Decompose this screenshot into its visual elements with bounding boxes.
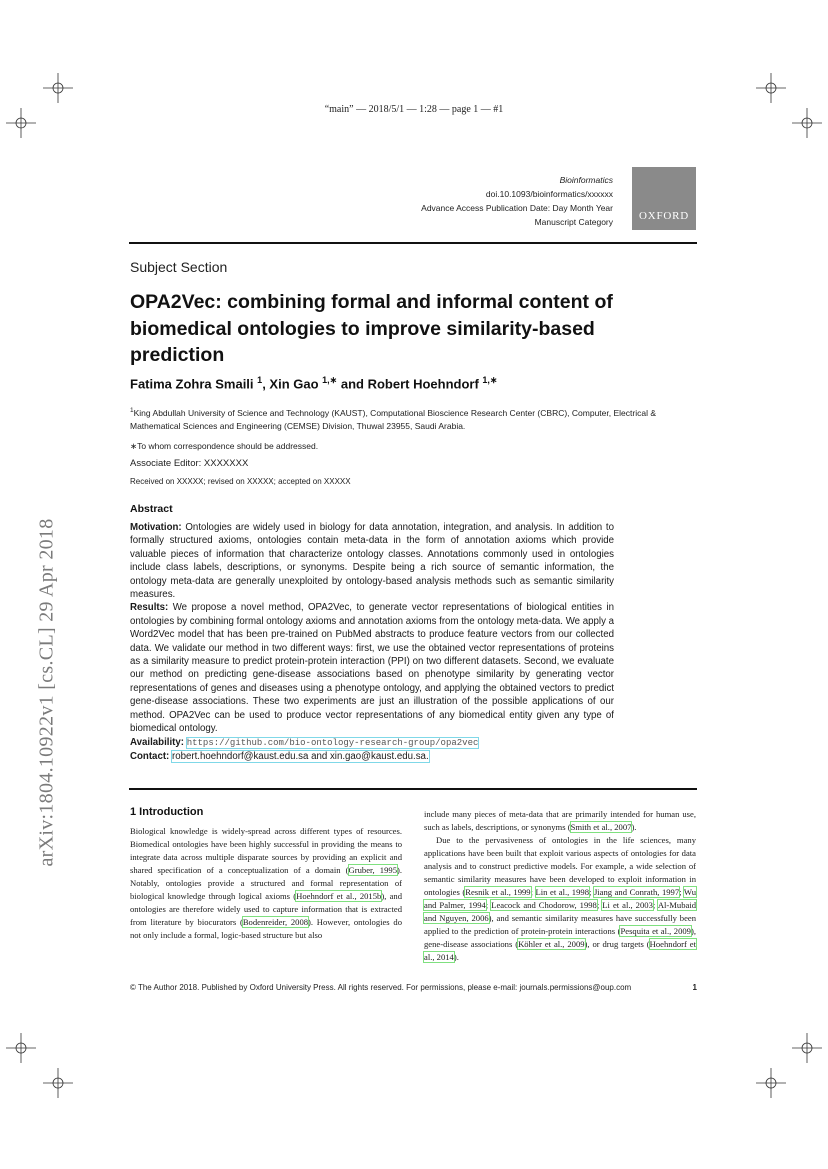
- author-affil-sup: 1: [257, 375, 263, 385]
- crop-mark-top-right: [756, 73, 786, 103]
- crop-mark-bottom-right-outer: [792, 1033, 822, 1063]
- copyright-notice: © The Author 2018. Published by Oxford University Press. All rights reserved. For permissions, please e-mail: journals.permissions@oup.com: [130, 983, 632, 992]
- crop-mark-bottom-right: [756, 1068, 786, 1098]
- github-link[interactable]: https://github.com/bio-ontology-research-group/opa2vec: [186, 737, 479, 748]
- oxford-logo: [632, 167, 696, 230]
- running-head: “main” — 2018/5/1 — 1:28 — page 1 — #1: [324, 104, 504, 115]
- results-label: Results:: [130, 602, 169, 614]
- paper-title: OPA2Vec: combining formal and informal content of biomedical ontologies to improve similarity-based prediction: [130, 291, 613, 366]
- citation-link[interactable]: Köhler et al., 2009: [518, 939, 585, 949]
- citation-link[interactable]: Pesquita et al., 2009: [620, 926, 691, 936]
- page-footer: [130, 983, 697, 992]
- body-text: ). However, ontologies do not only include a formal, logic-based structure but also: [130, 917, 402, 940]
- author-name: Fatima Zohra Smaili: [130, 376, 254, 392]
- contact-label: Contact:: [130, 750, 170, 762]
- intro-right-paragraph-1: [424, 808, 696, 834]
- correspondence-note: ∗To whom correspondence should be addressed.: [130, 441, 319, 451]
- affiliation: [130, 404, 690, 434]
- body-text: ), and ontologies are therefore widely used to capture information that is extracted from literature by biocurators (: [130, 891, 402, 927]
- contact-email-link[interactable]: robert.hoehndorf@kaust.edu.sa and xin.gao@kaust.edu.sa.: [172, 750, 429, 762]
- body-text: ).: [631, 822, 637, 832]
- body-text: Biological knowledge is widely-spread across different types of resources. Biomedical ontologies have been highly successful in providing the means to integrate data across multiple disparate sources by providing an explicit and shared specification of a conceptualization of a domain (: [130, 826, 402, 875]
- body-text: ;: [589, 887, 594, 897]
- section-heading-introduction: 1 Introduction: [130, 806, 204, 818]
- citation-link[interactable]: Al-Mubaid and Nguyen, 2006: [424, 900, 697, 923]
- citation-link[interactable]: Hoehndorf et al., 2015b: [296, 891, 382, 901]
- body-text: ;: [530, 887, 536, 897]
- manuscript-category: Manuscript Category: [534, 217, 613, 227]
- body-text: ;: [485, 900, 492, 910]
- journal-info: [421, 173, 613, 229]
- crop-mark-top-left: [43, 73, 73, 103]
- advance-access: Advance Access Publication Date: Day Month Year: [421, 203, 613, 213]
- citation-link[interactable]: Bodenreider, 2008: [242, 917, 309, 927]
- crop-mark-bottom-left-outer: [6, 1033, 36, 1063]
- oxford-logo-text: OXFORD: [638, 210, 690, 222]
- body-text: Due to the pervasiveness of ontologies in the life sciences, many applications have been built that exploit various aspects of ontologies for data analysis and to construct predictive models. For example, a wide selection of semantic similarity measures have been developed to exploit information in ontologies (: [424, 835, 696, 897]
- arxiv-stamp: arXiv:1804.10922v1 [cs.CL] 29 Apr 2018: [35, 518, 58, 867]
- subject-section: Subject Section: [130, 259, 228, 275]
- results-text: We propose a novel method, OPA2Vec, to generate vector representations of biological entities in ontologies by combining formal ontology axioms and annotation axioms from the ontology meta-data. We apply a Word2Vec model that has been pre-trained on PubMed abstracts to produce feature vectors from our collected data. We validate our method in two different ways: first, we use the obtained vector representations of proteins as a similarity measure to predict protein-protein interaction (PPI) on two different datasets. Second, we evaluate our method on predicting gene-disease associations based on phenotype similarity by generating vector representations of genes and diseases using a phenotype ontology, and applying the obtained vectors to predict gene-disease associations. These two experiments are just an illustration of the possible applications of our method. OPA2Vec can be used to produce vector representations of any biomedical entity given any type of biomedical ontology.: [130, 602, 614, 735]
- header-rule: [129, 242, 697, 244]
- body-text: ;: [596, 900, 603, 910]
- author-affil-sup: 1,∗: [322, 375, 338, 385]
- page-number: 1: [692, 983, 697, 992]
- journal-name: Bioinformatics: [559, 175, 613, 185]
- body-text: ), gene-disease associations (: [424, 926, 696, 949]
- affiliation-text: King Abdullah University of Science and Technology (KAUST), Computational Bioscience Research Center (CBRC), Computer, Electrical & Mathematical Sciences and Engineering (CEMSE) Division, Thuwal 23955, Saudi Arabia.: [130, 407, 656, 432]
- citation-link[interactable]: Gruber, 1995: [348, 865, 397, 875]
- affiliation-sup: 1: [130, 407, 134, 414]
- motivation-text: Ontologies are widely used in biology for data annotation, integration, and analysis. In addition to formally structured axioms, ontologies contain meta-data in the form of annotation axioms which provide valuable pieces of information that characterize ontology classes. Annotations commonly used in ontologies include class labels, descriptions, or synonyms. Despite being a rich source of semantic information, the ontology meta-data are generally unexploited by ontology-based analysis methods such as semantic similarity measures.: [130, 522, 614, 601]
- crop-mark-bottom-left: [43, 1068, 73, 1098]
- author-list: Fatima Zohra Smaili $^1$, Xin Gao $^{1,∗}$ and Robert Hoehndorf $^{1,∗}$: [130, 375, 498, 392]
- body-text: ), or drug targets (: [584, 939, 650, 949]
- author-name: and Robert Hoehndorf: [340, 376, 479, 392]
- journal-doi: doi.10.1093/bioinformatics/xxxxxx: [485, 189, 613, 199]
- abstract-contact: [130, 750, 614, 763]
- body-text: ).: [453, 952, 459, 962]
- body-text: ). Notably, ontologies provide a structured and formal representation of biological knowledge through logical axioms (: [130, 865, 403, 901]
- author-affil-sup: 1,∗: [482, 375, 498, 385]
- abstract-availability: [130, 736, 614, 750]
- body-text: include many pieces of meta-data that are primarily intended for human use, such as labels, descriptions, or synonyms (: [424, 809, 696, 832]
- intro-right-paragraph-2: [424, 834, 696, 964]
- abstract-motivation: [130, 521, 614, 601]
- abstract-heading: Abstract: [130, 503, 173, 515]
- intro-right-column: [424, 808, 696, 964]
- associate-editor: Associate Editor: XXXXXXX: [130, 458, 249, 469]
- citation-link[interactable]: Resnik et al., 1999: [465, 887, 531, 897]
- body-text: ;: [679, 887, 684, 897]
- citation-link[interactable]: Leacock and Chodorow, 1998: [491, 900, 597, 910]
- motivation-label: Motivation:: [130, 522, 182, 533]
- body-text: ;: [652, 900, 658, 910]
- author-name: Xin Gao: [269, 376, 319, 392]
- citation-link[interactable]: Jiang and Conrath, 1997: [593, 887, 680, 897]
- abstract-body: [130, 521, 614, 763]
- abstract-results: [130, 601, 614, 735]
- availability-label: Availability:: [130, 736, 185, 748]
- intro-left-column: [130, 825, 402, 942]
- citation-link[interactable]: Li et al., 2003: [602, 900, 653, 910]
- citation-link[interactable]: Smith et al., 2007: [570, 822, 632, 832]
- citation-link[interactable]: Hoehndorf et al., 2014: [424, 939, 696, 962]
- body-text: ), and semantic similarity measures have successfully been applied to the prediction of protein-protein interactions (: [424, 913, 696, 936]
- intro-left-paragraph: [130, 825, 402, 942]
- abstract-rule: [129, 788, 697, 790]
- citation-link[interactable]: Lin et al., 1998: [535, 887, 589, 897]
- received-dates: Received on XXXXX; revised on XXXXX; accepted on XXXXX: [130, 477, 351, 486]
- citation-link[interactable]: Wu and Palmer, 1994: [424, 887, 696, 910]
